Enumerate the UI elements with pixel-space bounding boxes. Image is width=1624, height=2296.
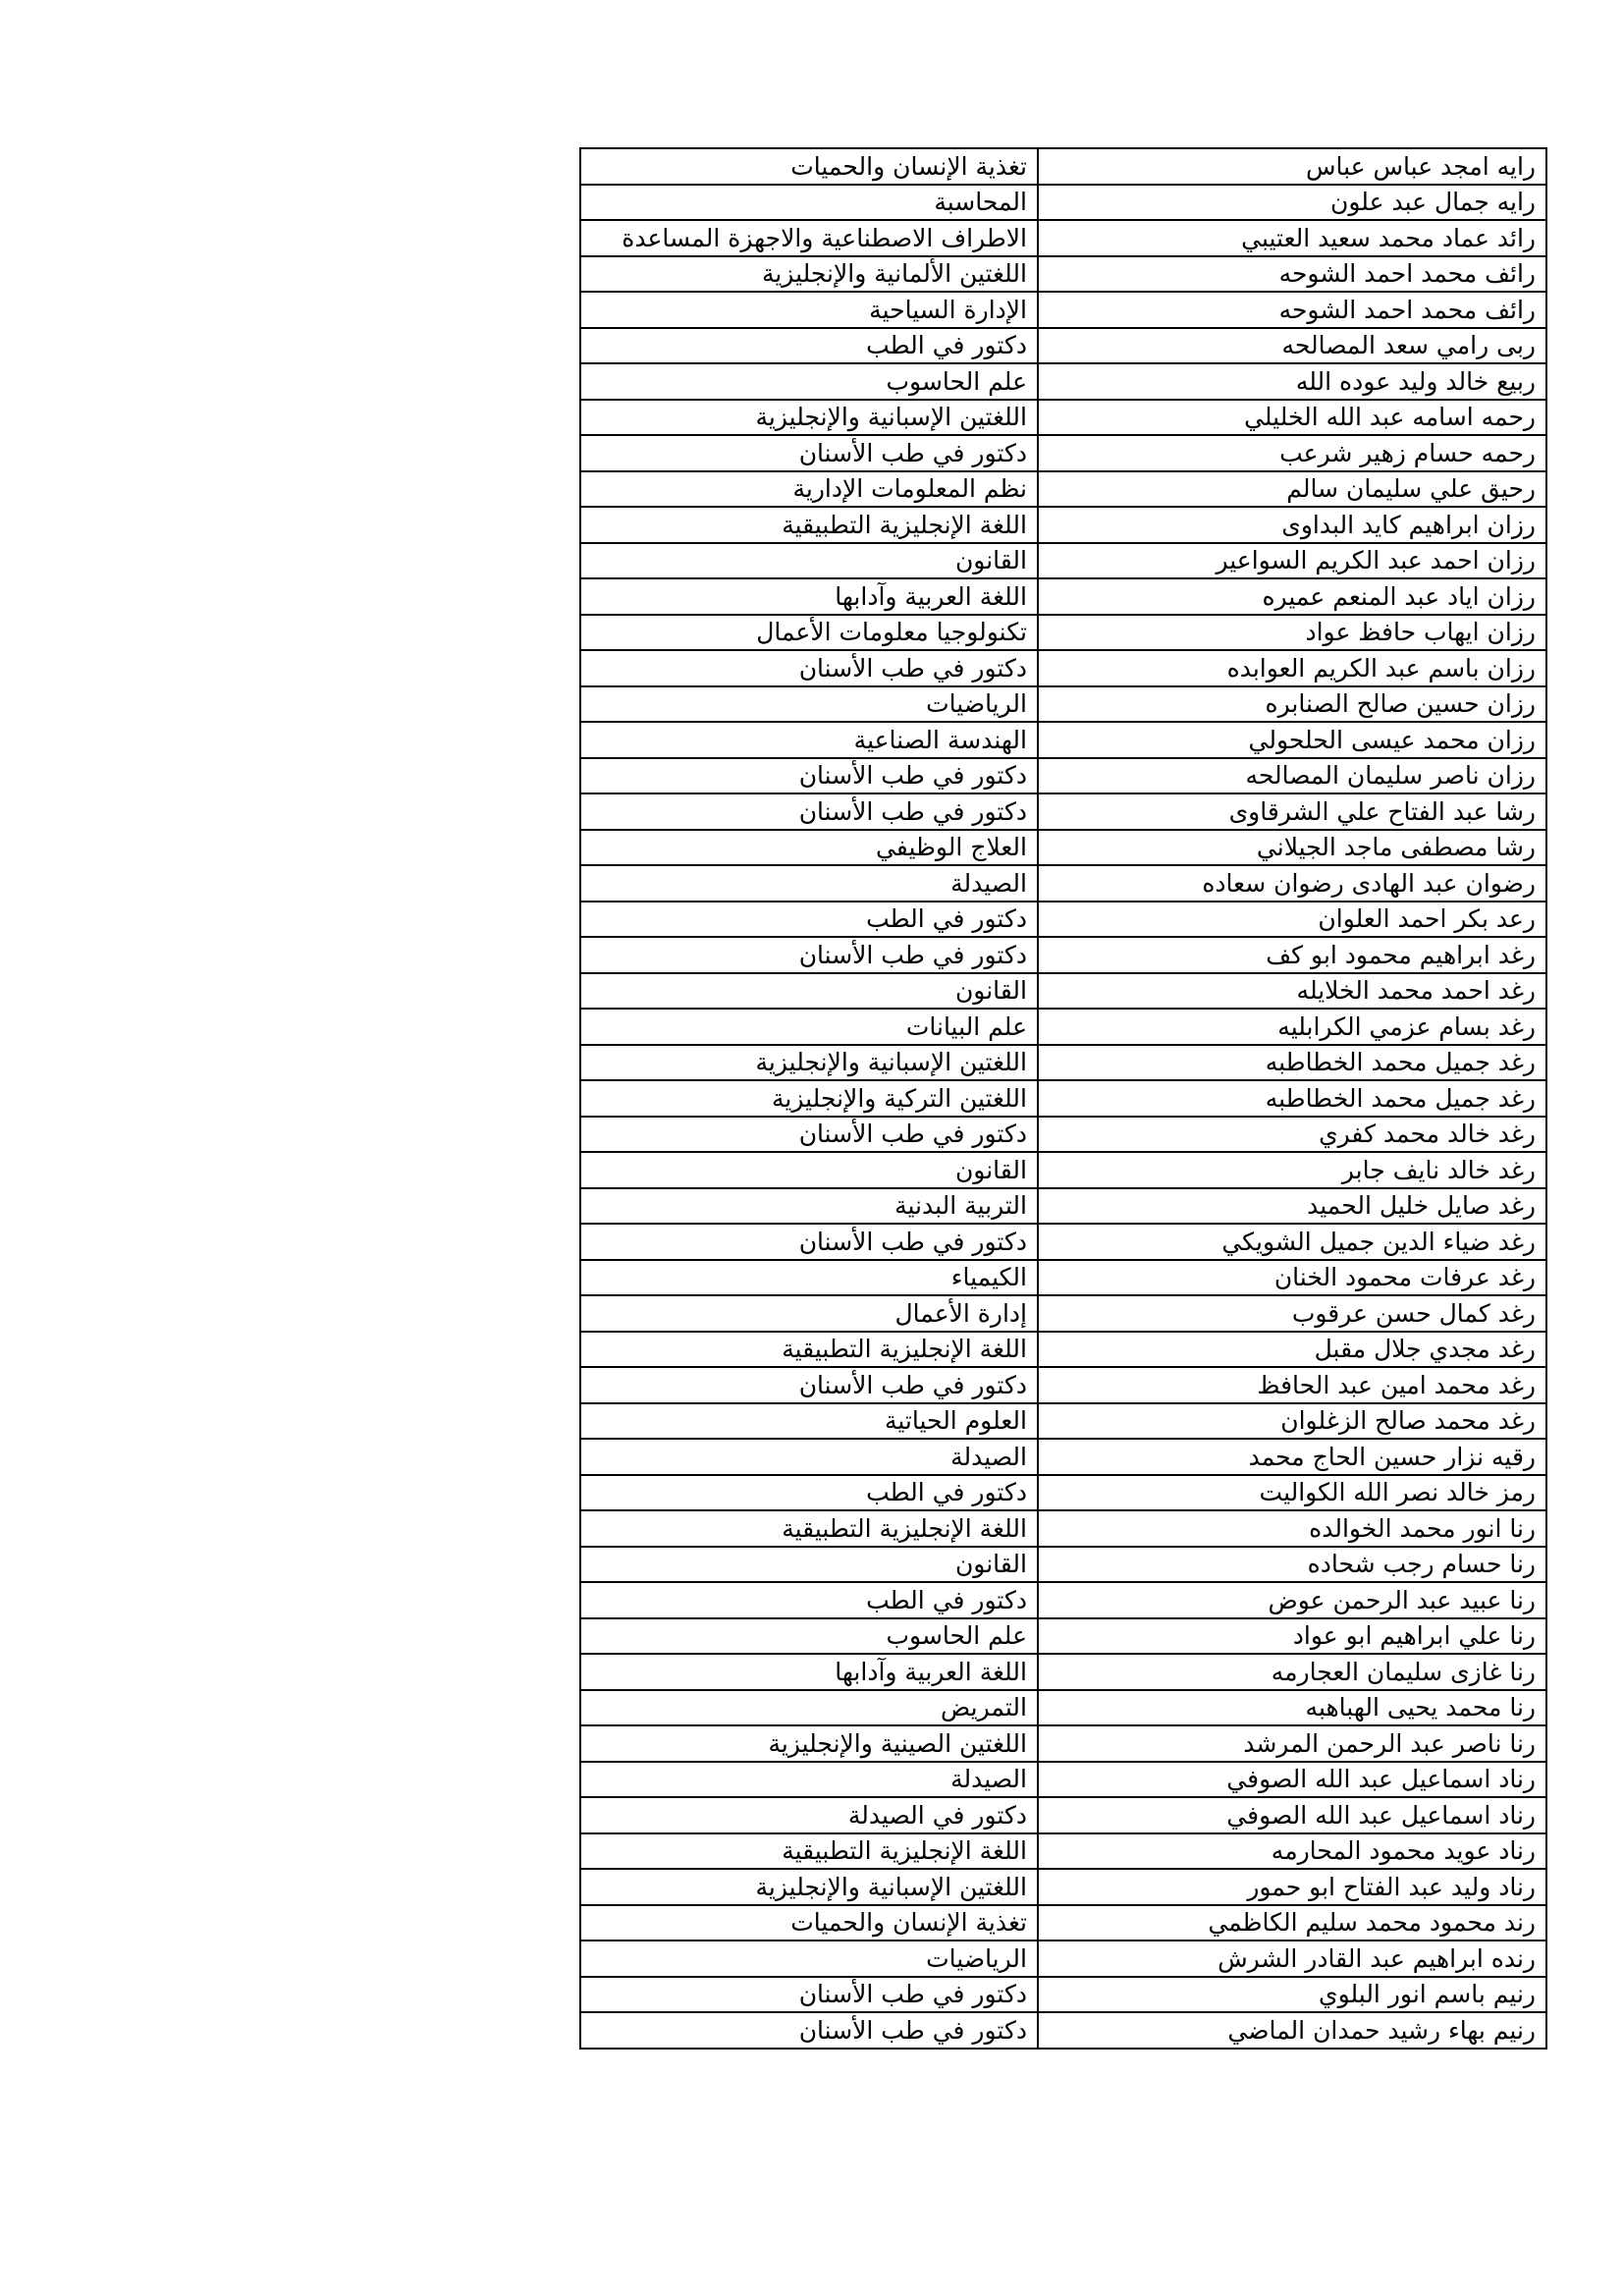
major-cell: دكتور في الطب [580, 1475, 1038, 1511]
table-row [580, 1582, 1546, 1618]
major-cell: اللغتين الألمانية والإنجليزية [580, 256, 1038, 293]
major-cell: دكتور في طب الأسنان [580, 2012, 1038, 2049]
student-name-cell: رغد عرفات محمود الخنان [1038, 1260, 1546, 1296]
table-row [580, 1117, 1546, 1153]
student-name-cell: رنا ناصر عبد الرحمن المرشد [1038, 1725, 1546, 1762]
major-cell: الاطراف الاصطناعية والاجهزة المساعدة [580, 220, 1038, 256]
student-name-cell: رنا علي ابراهيم ابو عواد [1038, 1618, 1546, 1655]
student-name-cell: رزان اياد عبد المنعم عميره [1038, 578, 1546, 615]
major-cell: تغذية الإنسان والحميات [580, 1905, 1038, 1941]
table-row [580, 1475, 1546, 1511]
major-cell: القانون [580, 543, 1038, 579]
student-name-cell: رنده ابراهيم عبد القادر الشرش [1038, 1941, 1546, 1977]
table-row [580, 1977, 1546, 2013]
table-row [580, 1510, 1546, 1547]
student-name-cell: رغد محمد امين عبد الحافظ [1038, 1367, 1546, 1403]
table-row [580, 1797, 1546, 1833]
major-cell: الصيدلة [580, 1439, 1038, 1475]
table-row [580, 1618, 1546, 1655]
table-row [580, 615, 1546, 651]
major-cell: علم البيانات [580, 1009, 1038, 1045]
table-row [580, 686, 1546, 723]
major-cell: اللغتين التركية والإنجليزية [580, 1080, 1038, 1117]
major-cell: الصيدلة [580, 865, 1038, 902]
table-row [580, 758, 1546, 794]
major-cell: اللغتين الإسبانية والإنجليزية [580, 400, 1038, 436]
major-cell: علم الحاسوب [580, 363, 1038, 400]
table-row [580, 1260, 1546, 1296]
student-name-cell: رناد وليد عبد الفتاح ابو حمور [1038, 1869, 1546, 1905]
major-cell: دكتور في الطب [580, 328, 1038, 364]
major-cell: تغذية الإنسان والحميات [580, 148, 1038, 185]
student-name-cell: رايه جمال عبد علون [1038, 185, 1546, 221]
table-row [580, 937, 1546, 973]
table-row [580, 722, 1546, 758]
table-row [580, 363, 1546, 400]
table-row [580, 1295, 1546, 1332]
major-cell: المحاسبة [580, 185, 1038, 221]
major-cell: اللغتين الإسبانية والإنجليزية [580, 1045, 1038, 1081]
student-name-cell: رشا مصطفى ماجد الجيلاني [1038, 830, 1546, 866]
table-row [580, 793, 1546, 830]
major-cell: الرياضيات [580, 686, 1038, 723]
major-cell: اللغة الإنجليزية التطبيقية [580, 1833, 1038, 1870]
table-row [580, 1833, 1546, 1870]
major-cell: اللغتين الصينية والإنجليزية [580, 1725, 1038, 1762]
student-name-cell: رضوان عبد الهادى رضوان سعاده [1038, 865, 1546, 902]
table-row [580, 830, 1546, 866]
table-row [580, 1367, 1546, 1403]
table-row [580, 220, 1546, 256]
major-cell: الرياضيات [580, 1941, 1038, 1977]
major-cell: دكتور في طب الأسنان [580, 758, 1038, 794]
student-name-cell: رائد عماد محمد سعيد العتيبي [1038, 220, 1546, 256]
student-name-cell: رناد اسماعيل عبد الله الصوفي [1038, 1762, 1546, 1798]
major-cell: دكتور في الطب [580, 1582, 1038, 1618]
student-name-cell: رايه امجد عباس عباس [1038, 148, 1546, 185]
major-cell: العلوم الحياتية [580, 1403, 1038, 1440]
student-name-cell: رغد خالد محمد كفري [1038, 1117, 1546, 1153]
table-row [580, 507, 1546, 543]
major-cell: دكتور في طب الأسنان [580, 650, 1038, 686]
student-name-cell: رغد جميل محمد الخطاطبه [1038, 1080, 1546, 1117]
major-cell: القانون [580, 1152, 1038, 1188]
table-row [580, 1188, 1546, 1225]
major-cell: دكتور في الطب [580, 902, 1038, 938]
student-name-cell: رغد صايل خليل الحميد [1038, 1188, 1546, 1225]
student-name-cell: رنا حسام رجب شحاده [1038, 1547, 1546, 1583]
major-cell: اللغة الإنجليزية التطبيقية [580, 1332, 1038, 1368]
table-row [580, 650, 1546, 686]
major-cell: دكتور في طب الأسنان [580, 1367, 1038, 1403]
student-name-cell: رزان ابراهيم كايد البداوى [1038, 507, 1546, 543]
table-row [580, 1690, 1546, 1726]
student-name-cell: رشا عبد الفتاح علي الشرقاوى [1038, 793, 1546, 830]
table-row [580, 148, 1546, 185]
major-cell: اللغة العربية وآدابها [580, 1654, 1038, 1690]
major-cell: التربية البدنية [580, 1188, 1038, 1225]
table-row [580, 1045, 1546, 1081]
student-name-cell: رنا غازى سليمان العجارمه [1038, 1654, 1546, 1690]
student-name-cell: رحمه اسامه عبد الله الخليلي [1038, 400, 1546, 436]
major-cell: دكتور في طب الأسنان [580, 435, 1038, 471]
major-cell: نظم المعلومات الإدارية [580, 471, 1038, 508]
major-cell: دكتور في طب الأسنان [580, 1224, 1038, 1260]
student-name-cell: ربيع خالد وليد عوده الله [1038, 363, 1546, 400]
table-row [580, 185, 1546, 221]
major-cell: دكتور في طب الأسنان [580, 1117, 1038, 1153]
student-name-cell: رناد عويد محمود المحارمه [1038, 1833, 1546, 1870]
student-name-cell: رزان ايهاب حافظ عواد [1038, 615, 1546, 651]
student-name-cell: رقيه نزار حسين الحاج محمد [1038, 1439, 1546, 1475]
student-name-cell: رغد ابراهيم محمود ابو كف [1038, 937, 1546, 973]
table-row [580, 973, 1546, 1010]
table-row [580, 1009, 1546, 1045]
student-name-cell: رغد جميل محمد الخطاطبه [1038, 1045, 1546, 1081]
student-name-cell: رغد خالد نايف جابر [1038, 1152, 1546, 1188]
major-cell: إدارة الأعمال [580, 1295, 1038, 1332]
major-cell: الهندسة الصناعية [580, 722, 1038, 758]
major-cell: دكتور في طب الأسنان [580, 1977, 1038, 2013]
table-row [580, 256, 1546, 293]
student-name-cell: رنيم بهاء رشيد حمدان الماضي [1038, 2012, 1546, 2049]
student-name-cell: رمز خالد نصر الله الكواليت [1038, 1475, 1546, 1511]
student-name-cell: رائف محمد احمد الشوحه [1038, 292, 1546, 328]
table-row [580, 2012, 1546, 2049]
student-name-cell: رزان محمد عيسى الحلحولي [1038, 722, 1546, 758]
student-name-cell: رنيم باسم انور البلوي [1038, 1977, 1546, 2013]
student-name-cell: رنا عبيد عبد الرحمن عوض [1038, 1582, 1546, 1618]
major-cell: اللغتين الإسبانية والإنجليزية [580, 1869, 1038, 1905]
major-cell: دكتور في طب الأسنان [580, 793, 1038, 830]
major-cell: علم الحاسوب [580, 1618, 1038, 1655]
table-row [580, 471, 1546, 508]
student-name-cell: رعد بكر احمد العلوان [1038, 902, 1546, 938]
major-cell: اللغة الإنجليزية التطبيقية [580, 1510, 1038, 1547]
table-row [580, 400, 1546, 436]
table-row [580, 1725, 1546, 1762]
major-cell: دكتور في الصيدلة [580, 1797, 1038, 1833]
student-name-cell: رزان حسين صالح الصنابره [1038, 686, 1546, 723]
student-name-cell: رزان ناصر سليمان المصالحه [1038, 758, 1546, 794]
table-row [580, 1762, 1546, 1798]
major-cell: اللغة العربية وآدابها [580, 578, 1038, 615]
table-row [580, 1905, 1546, 1941]
student-name-cell: رغد بسام عزمي الكرابليه [1038, 1009, 1546, 1045]
student-name-cell: ربى رامي سعد المصالحه [1038, 328, 1546, 364]
student-name-cell: رغد محمد صالح الزغلوان [1038, 1403, 1546, 1440]
table-row [580, 435, 1546, 471]
student-name-cell: رغد كمال حسن عرقوب [1038, 1295, 1546, 1332]
student-name-cell: رغد احمد محمد الخلايله [1038, 973, 1546, 1010]
student-name-cell: رغد مجدي جلال مقبل [1038, 1332, 1546, 1368]
table-row [580, 543, 1546, 579]
student-name-cell: رغد ضياء الدين جميل الشويكي [1038, 1224, 1546, 1260]
student-name-cell: رزان احمد عبد الكريم السواعير [1038, 543, 1546, 579]
table-row [580, 1152, 1546, 1188]
table-row [580, 1941, 1546, 1977]
major-cell: دكتور في طب الأسنان [580, 937, 1038, 973]
table-row [580, 1332, 1546, 1368]
table-row [580, 292, 1546, 328]
student-name-cell: رحمه حسام زهير شرعب [1038, 435, 1546, 471]
major-cell: اللغة الإنجليزية التطبيقية [580, 507, 1038, 543]
table-row [580, 1403, 1546, 1440]
table-row [580, 1080, 1546, 1117]
table-row [580, 1224, 1546, 1260]
major-cell: التمريض [580, 1690, 1038, 1726]
table-row [580, 578, 1546, 615]
student-name-cell: رزان باسم عبد الكريم العوابده [1038, 650, 1546, 686]
major-cell: الصيدلة [580, 1762, 1038, 1798]
table-row [580, 1439, 1546, 1475]
table-row [580, 1547, 1546, 1583]
table-row [580, 902, 1546, 938]
table-row [580, 1654, 1546, 1690]
table-row [580, 1869, 1546, 1905]
student-name-cell: رنا محمد يحيى الهباهبه [1038, 1690, 1546, 1726]
major-cell: القانون [580, 973, 1038, 1010]
table-body [580, 148, 1546, 2049]
student-name-cell: رند محمود محمد سليم الكاظمي [1038, 1905, 1546, 1941]
student-name-cell: رحيق علي سليمان سالم [1038, 471, 1546, 508]
student-name-cell: رناد اسماعيل عبد الله الصوفي [1038, 1797, 1546, 1833]
major-cell: الإدارة السياحية [580, 292, 1038, 328]
student-name-cell: رنا انور محمد الخوالده [1038, 1510, 1546, 1547]
table-row [580, 865, 1546, 902]
major-cell: القانون [580, 1547, 1038, 1583]
student-name-cell: رائف محمد احمد الشوحه [1038, 256, 1546, 293]
major-cell: الكيمياء [580, 1260, 1038, 1296]
major-cell: العلاج الوظيفي [580, 830, 1038, 866]
major-cell: تكنولوجيا معلومات الأعمال [580, 615, 1038, 651]
students-table [579, 147, 1547, 2050]
table-row [580, 328, 1546, 364]
